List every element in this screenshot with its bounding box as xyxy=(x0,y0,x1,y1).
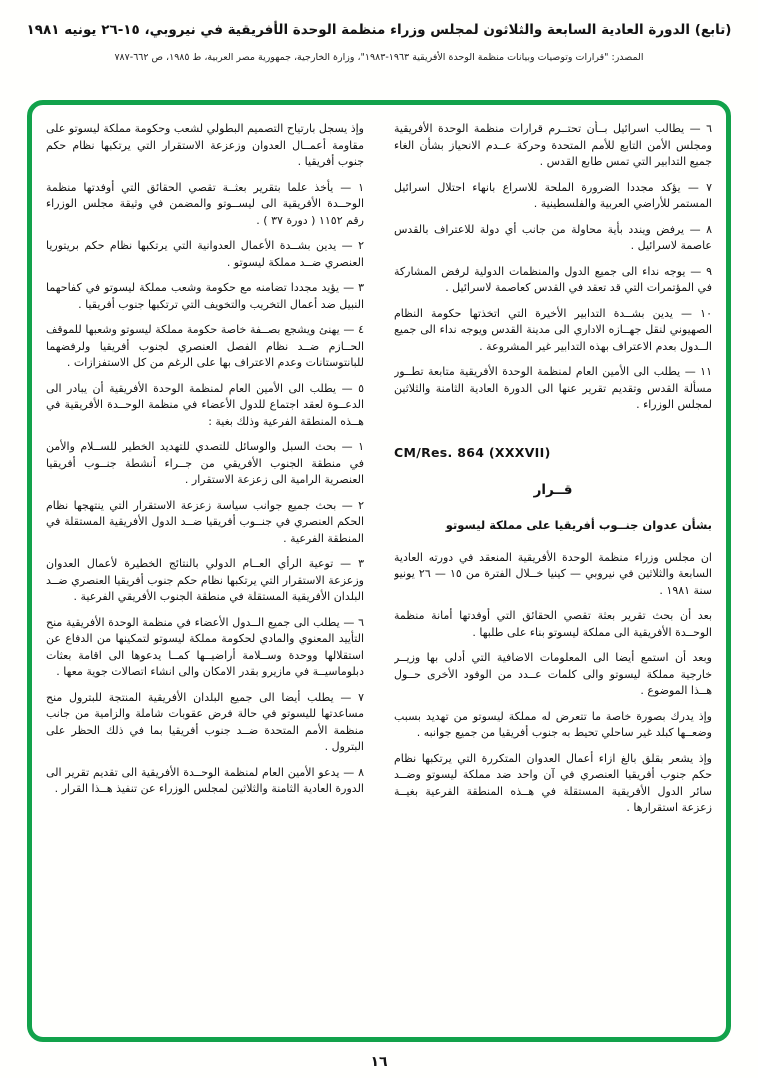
preamble-3: وبعد أن استمع أيضا الى المعلومات الاضافية التي أدلى بها وزيــر خارجية مملكة ليسوتو والى كلمات عــدد من الوفود الأخرى حــول هــذا الموضوع . xyxy=(394,651,712,698)
clause-11: ١١ — يطلب الى الأمين العام لمنظمة الوحدة الأفريقية متابعة تطــور مسألة القدس وتقديم تقرير عنها الى الدورة العادية الثامنة والثلاثين لمجلس الوزراء . xyxy=(394,365,712,411)
header-title: (تابع) الدورة العادية السابعة والثلاثون لمجلس وزراء منظمة الوحدة الأفريقية في نيروبي، ١٥-٢٦ يونيه ١٩٨١ xyxy=(26,22,732,38)
resolution-title: قــرار xyxy=(533,482,573,499)
operative-clause-7: ٧ — يطلب أيضا الى جميع البلدان الأفريقية المنتجة للبترول منح مساعدتها لليسوتو في حالة فرض عقوبات شاملة والزامية من جانب منظمة الأمم المتحدة ضــد جنوب أفريقيا بما في ذلك الحظر على البترول . xyxy=(46,690,364,753)
clause-7: ٧ — يؤكد مجددا الضرورة الملحة للاسراع بانهاء احتلال اسرائيل المستمر للأراضي العربية والفلسطينية . xyxy=(394,180,712,210)
right-column xyxy=(394,121,712,1027)
page-header xyxy=(0,0,758,63)
header-source: المصدر: "قرارات وتوصيات وبيانات منظمة الوحدة الأفريقية ١٩٦٣-١٩٨٣"، وزارة الخارجية، جمهورية مصر العربية، ط ١٩٨٥، ص ٦٦٢-٧٨٧ xyxy=(114,52,644,63)
operative-clause-4: ٤ — يهنئ ويشجع بصــفة خاصة حكومة مملكة ليسوتو وشعبها للموقف الحــازم ضــد نظام الفصل العنصري لجنوب أفريقيا ولرفضهما للبانتوستانات وعدم الاعتراف بها على الرغم من كل الاستفزازات . xyxy=(46,323,364,369)
operative-clause-6: ٦ — يطلب الى جميع الــدول الأعضاء في منظمة الوحدة الأفريقية منح التأييد المعنوي والمادي لحكومة مملكة ليسوتو لتمكينها من الدفاع عن استقلالها ووحدة وســلامة أراضيــها كمــا يدعوها الى اقامة بعثات دبلوماسيــة في مازيرو بقدر الامكان والى انشاء اتصالات جوية معها . xyxy=(46,615,364,678)
operative-clause-2: ٢ — يدين بشــدة الأعمال العدوانية التي يرتكبها نظام حكم بريتوريا العنصري ضــد مملكة ليسوتو . xyxy=(46,239,364,269)
resolution-subtitle: بشأن عدوان جنــوب أفريقيا على مملكة ليسوتو xyxy=(445,517,712,532)
resolution-reference: CM/Res. 864 (XXXVII) xyxy=(394,444,551,460)
sub-clause-2: ٢ — بحث جميع جوانب سياسة زعزعة الاستقرار التي ينتهجها نظام الحكم العنصري في جنــوب أفريقيا ضــد الدول الأفريقية المستقلة في المنطقة الفرعية . xyxy=(46,498,364,545)
preamble-5: وإذ يشعر بقلق بالغ ازاء أعمال العدوان المتكررة التي يرتكبها نظام حكم جنوب أفريقيا العنصري في آن واحد ضد مملكة ليسوتو وضــد سائر الدول الأفريقية المستقلة في هــذه المنطقة الفرعية بغيــة زعزعة استقرارها . xyxy=(394,751,712,815)
operative-clause-1: ١ — يأخذ علما بتقرير بعثــة تقصي الحقائق التي أوفدتها منظمة الوحــدة الأفريقية الى ليســوتو والمضمن في وثيقة مجلس الوزراء رقم ١١٥٢ ( دورة ٣٧ ) . xyxy=(46,180,364,227)
two-column-layout xyxy=(46,121,712,1027)
preamble-4: وإذ يدرك بصورة خاصة ما تتعرض له مملكة ليسوتو من تهديد بسبب وضعــها كبلد غير ساحلي تحيط به جنوب أفريقيا من جميع جوانبه . xyxy=(394,709,712,740)
operative-clause-3: ٣ — يؤيد مجددا تضامنه مع حكومة وشعب مملكة ليسوتو في كفاحهما النبيل ضد أعمال التخريب والتخويف التي ترتكبها جنوب أفريقيا . xyxy=(46,281,364,311)
sub-clause-1: ١ — بحث السبل والوسائل للتصدي للتهديد الخطير للســلام والأمن في منطقة الجنوب الأفريقي من جــراء أنشطة جنــوب أفريقيا العنصرية الرامية الى زعزعة الاستقرار . xyxy=(46,440,364,486)
preamble-2: بعد أن بحث تقرير بعثة تقصي الحقائق التي أوفدتها أمانة منظمة الوحــدة الأفريقية الى مملكة ليسوتو بناء على طلبها . xyxy=(394,609,712,639)
sub-clause-3: ٣ — توعية الرأي العــام الدولي بالنتائج الخطيرة لأعمال العدوان وزعزعة الاستقرار التي يرتكبها نظام حكم جنوب أفريقيا العنصري ضــد البلدان الأفريقية المستقلة في منطقة الجنوب الأفريقي الفرعية . xyxy=(46,557,364,603)
green-border-frame xyxy=(27,100,731,1042)
left-column xyxy=(46,121,364,1027)
preamble-1: ان مجلس وزراء منظمة الوحدة الأفريقية المنعقد في دورته العادية السابعة والثلاثين في نيروبي — كينيا خــلال الفترة من ١٥ — ٢٦ يونيو سنة ١٩٨١ . xyxy=(394,550,712,597)
clause-9: ٩ — يوجه نداء الى جميع الدول والمنظمات الدولية لرفض المشاركة في المؤتمرات التي قد تعقد في القدس كعاصمة لاسرائيل . xyxy=(394,264,712,294)
preamble-final: وإذ يسجل بارتياح التصميم البطولي لشعب وحكومة مملكة ليسوتو على مقاومة أعمــال العدوان وزعزعة الاستقرار التي يرتكبها نظام حكم جنوب أفريقيا . xyxy=(46,122,364,168)
operative-clause-5: ٥ — يطلب الى الأمين العام لمنظمة الوحدة الأفريقية أن يبادر الى الدعــوة لعقد اجتماع للدول الأعضاء في منظمة الوحــدة الأفريقية في هــذه المنطقة الفرعية وذلك بغية : xyxy=(46,381,364,428)
operative-clause-8: ٨ — يدعو الأمين العام لمنظمة الوحــدة الأفريقية الى تقديم تقرير الى الدورة العادية الثامنة والثلاثين لمجلس الوزراء عن تنفيذ هــذا القرار . xyxy=(46,765,364,795)
clause-6: ٦ — يطالب اسرائيل بــأن تحتــرم قرارات منظمة الوحدة الأفريقية ومجلس الأمن التابع للأمم المتحدة وحركة عــدم الانحياز بشأن الغاء جميع التدابير التي تمس طابع القدس . xyxy=(394,122,712,168)
clause-8: ٨ — يرفض ويندد بأية محاولة من جانب أي دولة للاعتراف بالقدس عاصمة لاسرائيل . xyxy=(394,222,712,252)
page-footer xyxy=(0,1054,758,1070)
clause-10: ١٠ — يدين بشــدة التدابير الأخيرة التي اتخذتها حكومة النظام الصهيوني لنقل جهــازه الاداري الى مدينة القدس ويوجه نداء الى جميع الــدول بعدم الاعتراف بهذه التدابير غير المشروعة . xyxy=(394,306,712,353)
page-number: ١٦ xyxy=(370,1054,388,1070)
